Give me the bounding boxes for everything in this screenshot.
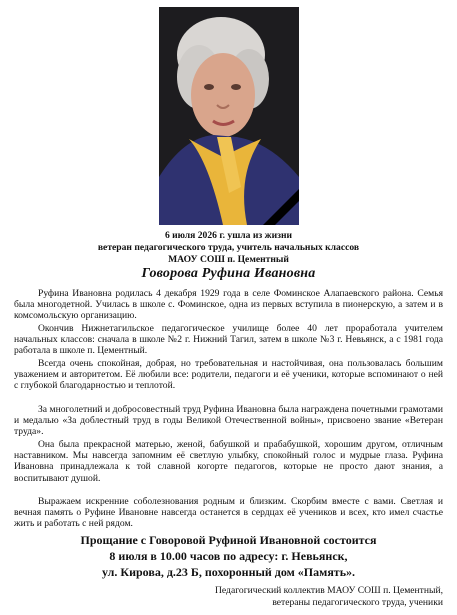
condolence-paragraph: Выражаем искренние соболезнования родным и близким. Скорбим вместе с вами. Светлая и вечная память о Руфине Ивановне навсегда останется в сердцах её учеников и всех, кто имел счастье жить и работать с ней рядом. [14,496,443,530]
signature-line: ветераны педагогического труда, ученики [272,597,443,608]
farewell-announcement: Прощание с Говоровой Руфиной Ивановной состоится [80,533,377,547]
death-date-line: 6 июля 2026 г. ушла из жизни [164,230,293,241]
biography-paragraph: За многолетний и добросовестный труд Руфина Ивановна была награждена почетными грамотами и медалью «За доблестный труд в годы Великой Отечественной войны», присвоено звание «Ветеран труда». [14,404,443,438]
school-line: МАОУ СОШ п. Цементный [168,254,289,265]
farewell-address: ул. Кирова, д.23 Б, похоронный дом «Память». [101,565,356,579]
biography-paragraph: Она была прекрасной матерью, женой, бабушкой и прабабушкой, хорошим другом, отличным наставником. Мы навсегда запомним её светлую улыбку, спокойный голос и мудрые глаза. Руфина Ивановна принадлежала к той славной когорте педагогов, которые не просто дают знания, а воспитывают душой. [14,439,443,484]
signature-line: Педагогический коллектив МАОУ СОШ п. Цементный, [215,585,443,596]
biography-paragraph: Окончив Нижнетагильское педагогическое училище более 40 лет проработала учителем начальных классов: сначала в школе №2 г. Нижний Тагил, затем в школе №3 г. Невьянск, а с 1981 года работала в школе п. Цементный. [14,323,443,357]
deceased-name: Говорова Руфина Ивановна [141,266,316,281]
biography-paragraph: Всегда очень спокойная, добрая, но требовательная и настойчивая, она пользовалась большим уважением и авторитетом. Её любили все: родители, педагоги и её ученики, которые вспоминают о ней с глубокой благодарностью и теплотой. [14,358,443,392]
farewell-time: 8 июля в 10.00 часов по адресу: г. Невьянск, [109,549,348,563]
portrait-photo [159,7,299,225]
veteran-title-line: ветеран педагогического труда, учитель начальных классов [97,242,360,253]
biography-paragraph: Руфина Ивановна родилась 4 декабря 1929 года в селе Фоминское Алапаевского района. Семья была многодетной. Училась в школе с. Фоминское, одна из первых вступила в пионерскую, а затем и в комсомольскую организацию. [14,288,443,322]
